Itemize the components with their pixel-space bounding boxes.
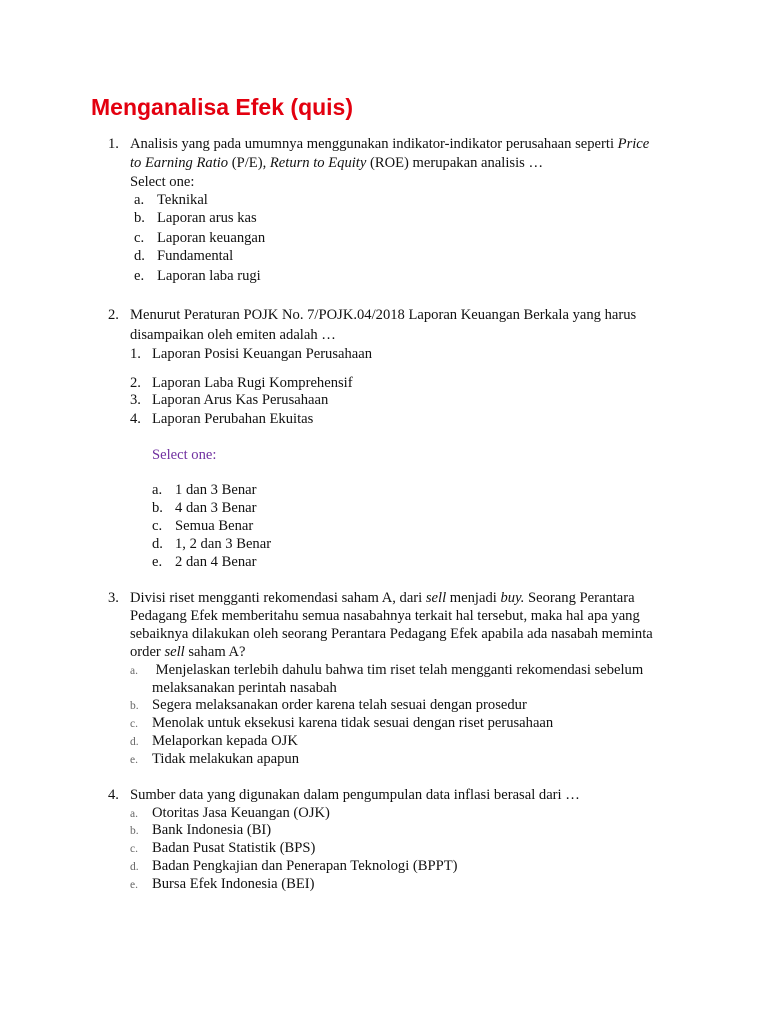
question-stem-line: Menurut Peraturan POJK No. 7/POJK.04/2018 Laporan Keuangan Berkala yang harus — [130, 307, 637, 323]
option-letter: c. — [130, 843, 138, 855]
option-text: Bank Indonesia (BI) — [152, 822, 272, 838]
statement-number: 2. — [130, 375, 141, 391]
statement-number: 3. — [130, 392, 141, 408]
stem-text: Analisis yang pada umumnya menggunakan indikator-indikator perusahaan seperti — [130, 136, 618, 152]
option-text: Menolak untuk eksekusi karena tidak sesuai dengan riset perusahaan — [152, 715, 554, 731]
question-stem-line — [130, 643, 246, 661]
stem-text: menjadi — [446, 590, 501, 606]
option-letter: a. — [130, 665, 138, 677]
question-number: 1. — [108, 136, 119, 152]
option-letter: c. — [152, 518, 163, 534]
option-text: Semua Benar — [175, 518, 254, 534]
option-letter: b. — [130, 700, 139, 712]
option-letter: d. — [130, 861, 139, 873]
option-text: 1 dan 3 Benar — [175, 482, 257, 498]
option-letter: d. — [152, 536, 163, 552]
option-text: 1, 2 dan 3 Benar — [175, 536, 272, 552]
question-stem-line — [130, 135, 649, 153]
option-letter: b. — [130, 825, 139, 837]
question-stem-line: Pedagang Efek memberitahu semua nasabahnya terkait hal tersebut, maka hal apa yang — [130, 608, 640, 624]
option-text: Segera melaksanakan order karena telah sesuai dengan prosedur — [152, 697, 527, 713]
option-letter: b. — [134, 210, 145, 226]
option-text: Laporan laba rugi — [157, 268, 261, 284]
option-text: Laporan arus kas — [157, 210, 257, 226]
statement-number: 1. — [130, 346, 141, 362]
option-text: Melaporkan kepada OJK — [152, 733, 298, 749]
option-text: Teknikal — [157, 192, 208, 208]
option-letter: a. — [134, 192, 145, 208]
option-letter: e. — [134, 268, 145, 284]
option-letter: d. — [134, 248, 145, 264]
stem-italic-term: sell — [164, 644, 185, 660]
stem-italic-term: sell — [425, 590, 447, 606]
statement-text: Laporan Arus Kas Perusahaan — [152, 392, 329, 408]
option-text: 4 dan 3 Benar — [175, 500, 257, 516]
stem-text: order — [130, 644, 165, 660]
option-letter: d. — [130, 736, 139, 748]
question-number: 4. — [108, 787, 119, 803]
option-text-continuation: melaksanakan perintah nasabah — [152, 680, 337, 696]
option-letter: e. — [130, 879, 138, 891]
option-letter: c. — [134, 230, 145, 246]
stem-italic-term: buy. — [500, 590, 525, 606]
option-text: Badan Pengkajian dan Penerapan Teknologi (BPPT) — [152, 858, 458, 874]
option-letter: a. — [152, 482, 163, 498]
option-text: Laporan keuangan — [157, 230, 266, 246]
stem-text: Seorang Perantara — [524, 590, 635, 606]
statement-text: Laporan Laba Rugi Komprehensif — [152, 375, 353, 391]
option-text: 2 dan 4 Benar — [175, 554, 257, 570]
stem-italic-term: Return to Equity — [269, 155, 367, 171]
option-letter: e. — [152, 554, 163, 570]
select-one-label: Select one: — [130, 174, 195, 190]
stem-italic-term: Price — [617, 136, 650, 152]
question-stem-line: Sumber data yang digunakan dalam pengumpulan data inflasi berasal dari … — [130, 787, 580, 803]
statement-number: 4. — [130, 411, 141, 427]
question-stem-line — [130, 589, 635, 607]
stem-text: Divisi riset mengganti rekomendasi saham A, dari — [130, 590, 426, 606]
stem-text: (ROE) merupakan analisis … — [366, 155, 544, 171]
stem-italic-term: to Earning Ratio — [130, 155, 229, 171]
statement-text: Laporan Perubahan Ekuitas — [152, 411, 314, 427]
option-text: Otoritas Jasa Keuangan (OJK) — [152, 805, 330, 821]
option-text: Bursa Efek Indonesia (BEI) — [152, 876, 315, 892]
option-text: Fundamental — [157, 248, 234, 264]
stem-text: (P/E), — [228, 155, 270, 171]
page-title: Menganalisa Efek (quis) — [91, 94, 354, 120]
option-letter: e. — [130, 754, 138, 766]
option-letter: c. — [130, 718, 138, 730]
option-text: Badan Pusat Statistik (BPS) — [152, 840, 316, 856]
option-text: Menjelaskan terlebih dahulu bahwa tim riset telah mengganti rekomendasi sebelum — [152, 662, 644, 678]
question-number: 3. — [108, 590, 119, 606]
statement-text: Laporan Posisi Keuangan Perusahaan — [152, 346, 373, 362]
select-one-label: Select one: — [152, 447, 217, 463]
option-letter: b. — [152, 500, 163, 516]
question-number: 2. — [108, 307, 119, 323]
stem-text: saham A? — [184, 644, 246, 660]
question-stem-line: disampaikan oleh emiten adalah … — [130, 327, 336, 343]
option-letter: a. — [130, 808, 138, 820]
option-text: Tidak melakukan apapun — [152, 751, 299, 767]
question-stem-line — [130, 154, 543, 172]
question-stem-line: sebaiknya dilakukan oleh seorang Perantara Pedagang Efek apabila ada nasabah meminta — [130, 626, 653, 642]
